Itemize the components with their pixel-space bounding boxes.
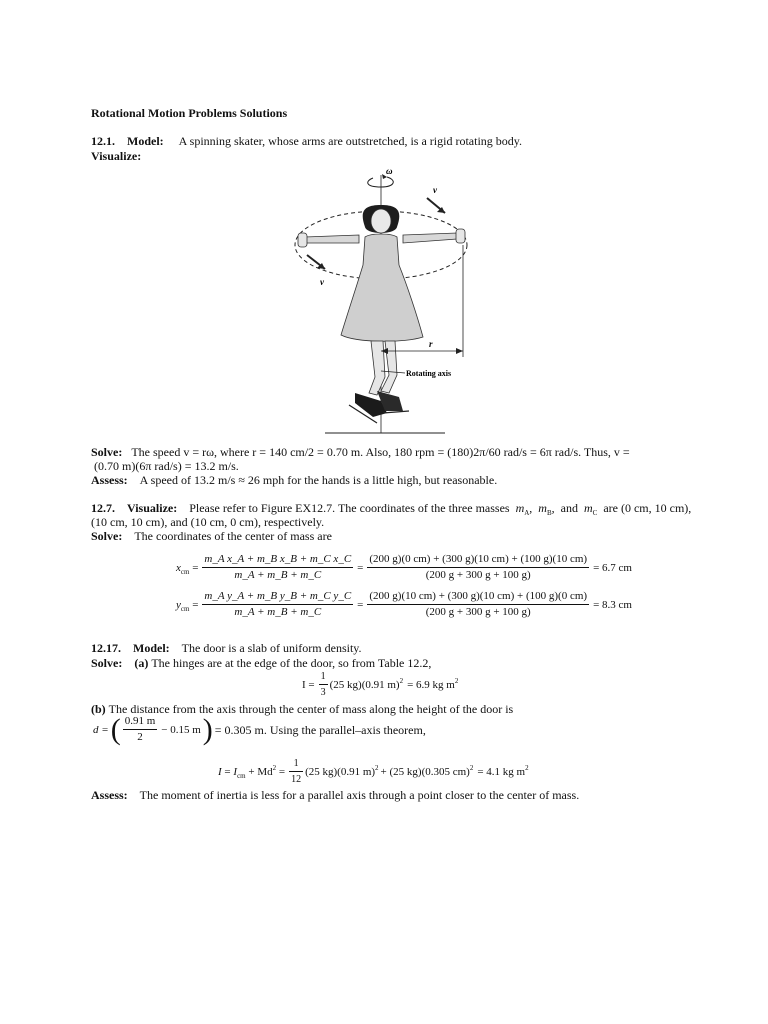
mass-b-symbol: m bbox=[538, 501, 547, 515]
assess-label: Assess: bbox=[91, 473, 128, 487]
omega-arrow-icon bbox=[368, 177, 394, 187]
square-exponent: 2 bbox=[454, 676, 459, 685]
xcm-equation: $x_{cm}$ = $\frac{\text{m\_A x\_A + m\_B x\_B + m\_C x\_C}}{m\_A + m\_B + m\_C}$ = $\frac{(200 g)(0 cm) + (300 g)(10 cm) + (100 g)(10 cm)}{(200 g + 300 g + 100 g)}$ = 6.7 cm bbox=[176, 553, 632, 581]
ycm-equation: $y_{cm}$ = $\frac{\text{m\_A y\_A + m\_B y\_B + m\_C y\_C}}{m\_A + m\_B + m\_C}$ = $\frac{(200 g)(10 cm) + (300 g)(10 cm) + (100 g)(0 cm)}{(200 g + 300 g + 100 g)}$ = 8.3 cm bbox=[176, 590, 632, 618]
solve-text: The hinges are at the edge of the door, so from Table 12.2, bbox=[151, 656, 432, 670]
visualize-text-end: are (0 cm, 10 cm), bbox=[603, 501, 692, 515]
page-title: Rotational Motion Problems Solutions bbox=[91, 106, 288, 120]
eq1-fraction-num: 1 bbox=[319, 669, 328, 685]
problem-12-7-line2: (10 cm, 10 cm), and (10 cm, 0 cm), respectively. bbox=[91, 515, 325, 529]
xcm-symbolic-denominator: m_A + m_B + m_C bbox=[234, 569, 322, 581]
xcm-result: = 6.7 cm bbox=[593, 561, 632, 574]
problem-12-7-visualize: 12.7. Visualize: Please refer to Figure EX12.7. The coordinates of the three masses $m_A$, $m_B$, and $m_C$ are (0 cm, 10 cm), bbox=[91, 501, 692, 517]
right-paren: ) bbox=[202, 712, 213, 746]
mass-c-symbol: m bbox=[583, 501, 593, 515]
d-lhs: d = bbox=[93, 723, 109, 736]
eq2-fraction-den: 12 bbox=[291, 774, 302, 785]
solve-label: Solve: bbox=[91, 529, 123, 543]
left-paren: ( bbox=[110, 712, 121, 746]
square-exponent: 2 bbox=[272, 763, 277, 772]
ycm-value-fraction bbox=[367, 589, 589, 620]
eq2-equals: = bbox=[278, 765, 286, 778]
eq1-fraction bbox=[319, 669, 328, 700]
problem-12-1-model bbox=[91, 134, 522, 148]
omega-label: ω bbox=[386, 166, 393, 176]
visualize-label: Visualize: bbox=[91, 149, 142, 163]
mass-c-sub: C bbox=[592, 509, 598, 517]
eq2-fraction bbox=[289, 756, 303, 787]
assess-12-17 bbox=[91, 788, 579, 802]
part-a-label: (a) bbox=[134, 656, 149, 670]
mass-a-sub: A bbox=[524, 509, 530, 517]
eq1-result: = 6.9 kg m bbox=[407, 678, 455, 691]
ycm-symbol: y bbox=[176, 598, 181, 611]
solve-text: The coordinates of the center of mass are bbox=[134, 529, 332, 543]
eq2-mid: + Md bbox=[248, 765, 273, 778]
cm-sub: cm bbox=[180, 604, 190, 613]
square-exponent: 2 bbox=[525, 763, 529, 772]
v-label-left: v bbox=[320, 277, 324, 287]
solve-12-1 bbox=[91, 445, 630, 459]
assess-label: Assess: bbox=[91, 788, 128, 802]
d-fraction-num: 0.91 m bbox=[123, 714, 158, 730]
rotating-axis-label: Rotating axis bbox=[406, 369, 452, 378]
eq2-result: = 4.1 kg m bbox=[477, 765, 526, 778]
distance-equation bbox=[91, 714, 428, 745]
eq1-body: (25 kg)(0.91 m) bbox=[329, 678, 400, 691]
visualize-label: Visualize: bbox=[127, 501, 178, 515]
visualize-text: Please refer to Figure EX12.7. The coordinates of the three masses bbox=[189, 501, 510, 515]
model-text: The door is a slab of uniform density. bbox=[181, 641, 362, 655]
ycm-symbolic-denominator: m_A + m_B + m_C bbox=[234, 606, 322, 618]
xcm-symbolic-fraction bbox=[202, 552, 353, 583]
part-b-label: (b) bbox=[91, 702, 106, 716]
v-label-top: v bbox=[433, 185, 437, 195]
problem-12-17-model bbox=[91, 641, 362, 655]
cm-sub: cm bbox=[237, 771, 246, 780]
assess-12-1 bbox=[91, 473, 497, 487]
inertia-equation-a bbox=[300, 669, 460, 700]
xcm-value-fraction bbox=[367, 552, 589, 583]
solve-12-17 bbox=[91, 656, 431, 670]
skater-figure bbox=[285, 165, 495, 435]
solve-label: Solve: bbox=[91, 445, 123, 459]
square-exponent: 2 bbox=[469, 763, 474, 772]
eq2-fraction-num: 1 bbox=[289, 756, 303, 772]
solve-12-7 bbox=[91, 529, 332, 543]
d-fraction bbox=[123, 714, 158, 745]
solve-12-1-line2: (0.70 m)(6π rad/s) = 13.2 m/s. bbox=[94, 459, 239, 473]
d-result: = 0.305 m. Using the parallel–axis theorem, bbox=[214, 722, 426, 737]
solve-line-1: The speed v = rω, where r = 140 cm/2 = 0.70 m. Also, 180 rpm = (180)2π/60 rad/s = 6π rad/s. Thus, v = bbox=[131, 445, 630, 459]
mass-b-sub: B bbox=[546, 509, 552, 517]
inertia-equation-b: $I = I_{cm} + Md^2$ = $\frac{1}{12}$ (25 kg)(0.91 m)$^2$ + (25 kg)(0.305 cm)$^2$ = 4.1 kg $m^2$ bbox=[218, 758, 529, 785]
problem-number: 12.17. bbox=[91, 641, 121, 655]
eq1-lhs: I = bbox=[302, 678, 315, 691]
problem-number: 12.1. bbox=[91, 134, 115, 148]
r-label: r bbox=[429, 339, 433, 349]
xcm-value-numerator: (200 g)(0 cm) + (300 g)(10 cm) + (100 g)(10 cm) bbox=[367, 552, 589, 568]
ycm-value-denominator: (200 g + 300 g + 100 g) bbox=[425, 606, 531, 618]
ycm-result: = 8.3 cm bbox=[593, 598, 632, 611]
eq2-body-2: + (25 kg)(0.305 cm) bbox=[380, 765, 470, 778]
ycm-symbolic-fraction bbox=[202, 589, 353, 620]
eq1-fraction-den: 3 bbox=[320, 687, 326, 698]
xcm-value-denominator: (200 g + 300 g + 100 g) bbox=[425, 569, 531, 581]
model-label: Model: bbox=[127, 134, 164, 148]
ycm-symbolic-numerator: m_A y_A + m_B y_B + m_C y_C bbox=[202, 589, 353, 605]
model-label: Model: bbox=[133, 641, 170, 655]
d-minus: − 0.15 m bbox=[161, 723, 201, 736]
d-fraction-den: 2 bbox=[137, 731, 143, 743]
assess-text: The moment of inertia is less for a parallel axis through a point closer to the center of mass. bbox=[139, 788, 580, 802]
solve-label: Solve: bbox=[91, 656, 123, 670]
ycm-value-numerator: (200 g)(10 cm) + (300 g)(10 cm) + (100 g)(0 cm) bbox=[367, 589, 589, 605]
mass-a-symbol: m bbox=[515, 501, 525, 515]
eq2-body-1: (25 kg)(0.91 m) bbox=[305, 765, 376, 778]
square-exponent: 2 bbox=[399, 676, 404, 685]
problem-number: 12.7. bbox=[91, 501, 115, 515]
skater-illustration bbox=[298, 205, 465, 423]
assess-text: A speed of 13.2 m/s ≈ 26 mph for the hands is a little high, but reasonable. bbox=[139, 473, 498, 487]
model-text: A spinning skater, whose arms are outstretched, is a rigid rotating body. bbox=[178, 134, 522, 148]
part-b-body: The distance from the axis through the center of mass along the height of the door is bbox=[108, 702, 514, 716]
cm-sub: cm bbox=[180, 567, 190, 576]
xcm-symbolic-numerator: m_A x_A + m_B x_B + m_C x_C bbox=[202, 552, 353, 568]
square-exponent: 2 bbox=[375, 763, 379, 772]
xcm-symbol: x bbox=[176, 561, 181, 574]
